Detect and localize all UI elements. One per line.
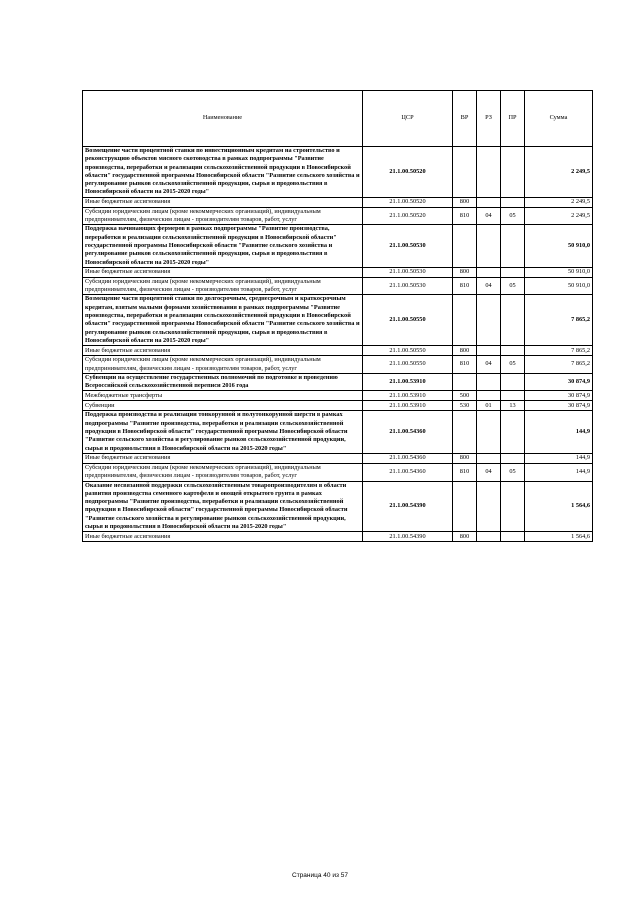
- cell-name: Субвенции: [83, 401, 363, 411]
- cell-pr: [501, 267, 525, 277]
- cell-name: Иные бюджетные ассигнования: [83, 197, 363, 207]
- cell-csr: 21.1.00.50530: [363, 277, 453, 295]
- cell-pr: 13: [501, 401, 525, 411]
- header-rz: РЗ: [477, 91, 501, 147]
- cell-pr: [501, 346, 525, 356]
- cell-vr: 810: [453, 277, 477, 295]
- cell-pr: [501, 391, 525, 401]
- table-body: [83, 147, 593, 542]
- cell-name: Иные бюджетные ассигнования: [83, 267, 363, 277]
- cell-rz: [477, 346, 501, 356]
- header-vr: ВР: [453, 91, 477, 147]
- cell-rz: 04: [477, 356, 501, 374]
- cell-pr: [501, 411, 525, 453]
- cell-csr: 21.1.00.50550: [363, 356, 453, 374]
- cell-pr: [501, 295, 525, 346]
- cell-vr: 800: [453, 453, 477, 463]
- table-row: [83, 356, 593, 374]
- cell-csr: 21.1.00.50520: [363, 197, 453, 207]
- header-csr: ЦСР: [363, 91, 453, 147]
- cell-name: Субсидии юридическим лицам (кроме некоммерческих организаций), индивидуальным предпринимателям, физическим лицам - производителям товаров, работ, услуг: [83, 277, 363, 295]
- cell-pr: [501, 373, 525, 391]
- cell-csr: 21.1.00.53910: [363, 391, 453, 401]
- cell-vr: [453, 225, 477, 267]
- cell-vr: 810: [453, 356, 477, 374]
- cell-name: Субвенции на осуществление государственных полномочий по подготовке и проведению Всероссийской сельскохозяйственной переписи 2016 года: [83, 373, 363, 391]
- table-row: [83, 277, 593, 295]
- cell-csr: 21.1.00.50520: [363, 147, 453, 198]
- cell-csr: 21.1.00.54390: [363, 532, 453, 542]
- table-row: [83, 453, 593, 463]
- cell-pr: 05: [501, 207, 525, 225]
- cell-pr: 05: [501, 277, 525, 295]
- cell-vr: 500: [453, 391, 477, 401]
- cell-csr: 21.1.00.53910: [363, 401, 453, 411]
- cell-pr: [501, 453, 525, 463]
- cell-rz: 04: [477, 277, 501, 295]
- table-row: [83, 391, 593, 401]
- cell-name: Субсидии юридическим лицам (кроме некоммерческих организаций), индивидуальным предпринимателям, физическим лицам - производителям товаров, работ, услуг: [83, 356, 363, 374]
- table-row: [83, 207, 593, 225]
- table-row: [83, 463, 593, 481]
- page-number: Страница 40 из 57: [292, 872, 348, 879]
- table-row: [83, 267, 593, 277]
- cell-name: Субсидии юридическим лицам (кроме некоммерческих организаций), индивидуальным предпринимателям, физическим лицам - производителям товаров, работ, услуг: [83, 463, 363, 481]
- cell-sum: 2 249,5: [525, 147, 593, 198]
- header-sum: Сумма: [525, 91, 593, 147]
- cell-rz: [477, 295, 501, 346]
- cell-vr: [453, 373, 477, 391]
- cell-sum: 144,9: [525, 411, 593, 453]
- cell-vr: 800: [453, 532, 477, 542]
- cell-sum: 30 874,9: [525, 401, 593, 411]
- cell-pr: [501, 532, 525, 542]
- cell-rz: [477, 197, 501, 207]
- cell-sum: 50 910,0: [525, 267, 593, 277]
- cell-vr: 800: [453, 197, 477, 207]
- cell-pr: [501, 225, 525, 267]
- table-header-row: [83, 91, 593, 147]
- cell-name: Поддержка начинающих фермеров в рамках подпрограммы "Развитие производства, переработки и реализации сельскохозяйственной продукции в Новосибирской области" государственной программы Новосибирской области "Развитие сельского хозяйства и регулирование рынков сельскохозяйственной продукции, сырья и продовольствия в Новосибирской области на 2015-2020 годы": [83, 225, 363, 267]
- cell-rz: [477, 225, 501, 267]
- cell-csr: 21.1.00.50520: [363, 207, 453, 225]
- table-row: [83, 481, 593, 532]
- cell-vr: 810: [453, 463, 477, 481]
- header-pr: ПР: [501, 91, 525, 147]
- cell-sum: 30 874,9: [525, 373, 593, 391]
- cell-sum: 2 249,5: [525, 207, 593, 225]
- cell-csr: 21.1.00.50550: [363, 346, 453, 356]
- table-row: [83, 147, 593, 198]
- cell-name: Оказание несвязанной поддержки сельскохозяйственным товаропроизводителям в области развития производства семенного картофеля и овощей открытого грунта в рамках подпрограммы "Развитие производства, переработки и реализации сельскохозяйственной продукции в Новосибирской области" государственной программы Новосибирской области "Развитие сельского хозяйства и регулирование рынков сельскохозяйственной продукции, сырья и продовольствия в Новосибирской области на 2015-2020 годы": [83, 481, 363, 532]
- cell-name: Иные бюджетные ассигнования: [83, 532, 363, 542]
- cell-csr: 21.1.00.50550: [363, 295, 453, 346]
- cell-rz: [477, 391, 501, 401]
- cell-name: Иные бюджетные ассигнования: [83, 453, 363, 463]
- cell-sum: 144,9: [525, 463, 593, 481]
- cell-vr: 810: [453, 207, 477, 225]
- cell-csr: 21.1.00.50530: [363, 225, 453, 267]
- cell-sum: 50 910,0: [525, 277, 593, 295]
- budget-table: [82, 90, 593, 542]
- cell-name: Поддержка производства и реализации тонкорунной и полутонкорунной шерсти в рамках подпрограммы "Развитие производства, переработки и реализации сельскохозяйственной продукции в Новосибирской области" государственной программы Новосибирской области "Развитие сельского хозяйства и регулирование рынков сельскохозяйственной продукции, сырья и продовольствия в Новосибирской области на 2015-2020 годы": [83, 411, 363, 453]
- cell-rz: 01: [477, 401, 501, 411]
- cell-vr: 530: [453, 401, 477, 411]
- cell-name: Иные бюджетные ассигнования: [83, 346, 363, 356]
- cell-name: Возмещение части процентной ставки по инвестиционным кредитам на строительство и реконструкцию объектов мясного скотоводства в рамках подпрограммы "Развитие производства, переработки и реализации сельскохозяйственной продукции в Новосибирской области" государственной программы Новосибирской области "Развитие сельского хозяйства и регулирование рынков сельскохозяйственной продукции, сырья и продовольствия в Новосибирской области на 2015-2020 годы": [83, 147, 363, 198]
- cell-vr: 800: [453, 267, 477, 277]
- cell-rz: [477, 453, 501, 463]
- cell-rz: [477, 147, 501, 198]
- cell-rz: 04: [477, 207, 501, 225]
- cell-sum: 30 874,9: [525, 391, 593, 401]
- cell-sum: 7 865,2: [525, 356, 593, 374]
- cell-csr: 21.1.00.50530: [363, 267, 453, 277]
- cell-sum: 144,9: [525, 453, 593, 463]
- table-row: [83, 295, 593, 346]
- table-row: [83, 373, 593, 391]
- cell-sum: 2 249,5: [525, 197, 593, 207]
- header-name: Наименование: [83, 91, 363, 147]
- cell-rz: [477, 267, 501, 277]
- cell-name: Субсидии юридическим лицам (кроме некоммерческих организаций), индивидуальным предпринимателям, физическим лицам - производителям товаров, работ, услуг: [83, 207, 363, 225]
- cell-vr: [453, 147, 477, 198]
- cell-vr: [453, 481, 477, 532]
- cell-pr: 05: [501, 356, 525, 374]
- cell-pr: 05: [501, 463, 525, 481]
- cell-csr: 21.1.00.54360: [363, 463, 453, 481]
- table-row: [83, 411, 593, 453]
- cell-vr: [453, 411, 477, 453]
- cell-rz: [477, 481, 501, 532]
- cell-csr: 21.1.00.54390: [363, 481, 453, 532]
- cell-name: Межбюджетные трансферты: [83, 391, 363, 401]
- cell-csr: 21.1.00.54360: [363, 411, 453, 453]
- table-row: [83, 532, 593, 542]
- cell-rz: [477, 373, 501, 391]
- cell-vr: [453, 295, 477, 346]
- cell-pr: [501, 481, 525, 532]
- cell-csr: 21.1.00.54360: [363, 453, 453, 463]
- cell-name: Возмещение части процентной ставки по долгосрочным, среднесрочным и краткосрочным кредитам, взятым малыми формами хозяйствования в рамках подпрограммы "Развитие производства, переработки и реализации сельскохозяйственной продукции в Новосибирской области" государственной программы Новосибирской области "Развитие сельского хозяйства и регулирование рынков сельскохозяйственной продукции, сырья и продовольствия в Новосибирской области на 2015-2020 годы": [83, 295, 363, 346]
- cell-pr: [501, 147, 525, 198]
- table-row: [83, 401, 593, 411]
- cell-rz: [477, 532, 501, 542]
- table-row: [83, 346, 593, 356]
- table-row: [83, 197, 593, 207]
- table-row: [83, 225, 593, 267]
- cell-sum: 7 865,2: [525, 346, 593, 356]
- cell-rz: 04: [477, 463, 501, 481]
- cell-vr: 800: [453, 346, 477, 356]
- cell-csr: 21.1.00.53910: [363, 373, 453, 391]
- cell-sum: 50 910,0: [525, 225, 593, 267]
- cell-sum: 7 865,2: [525, 295, 593, 346]
- cell-rz: [477, 411, 501, 453]
- cell-sum: 1 564,6: [525, 481, 593, 532]
- cell-sum: 1 564,6: [525, 532, 593, 542]
- cell-pr: [501, 197, 525, 207]
